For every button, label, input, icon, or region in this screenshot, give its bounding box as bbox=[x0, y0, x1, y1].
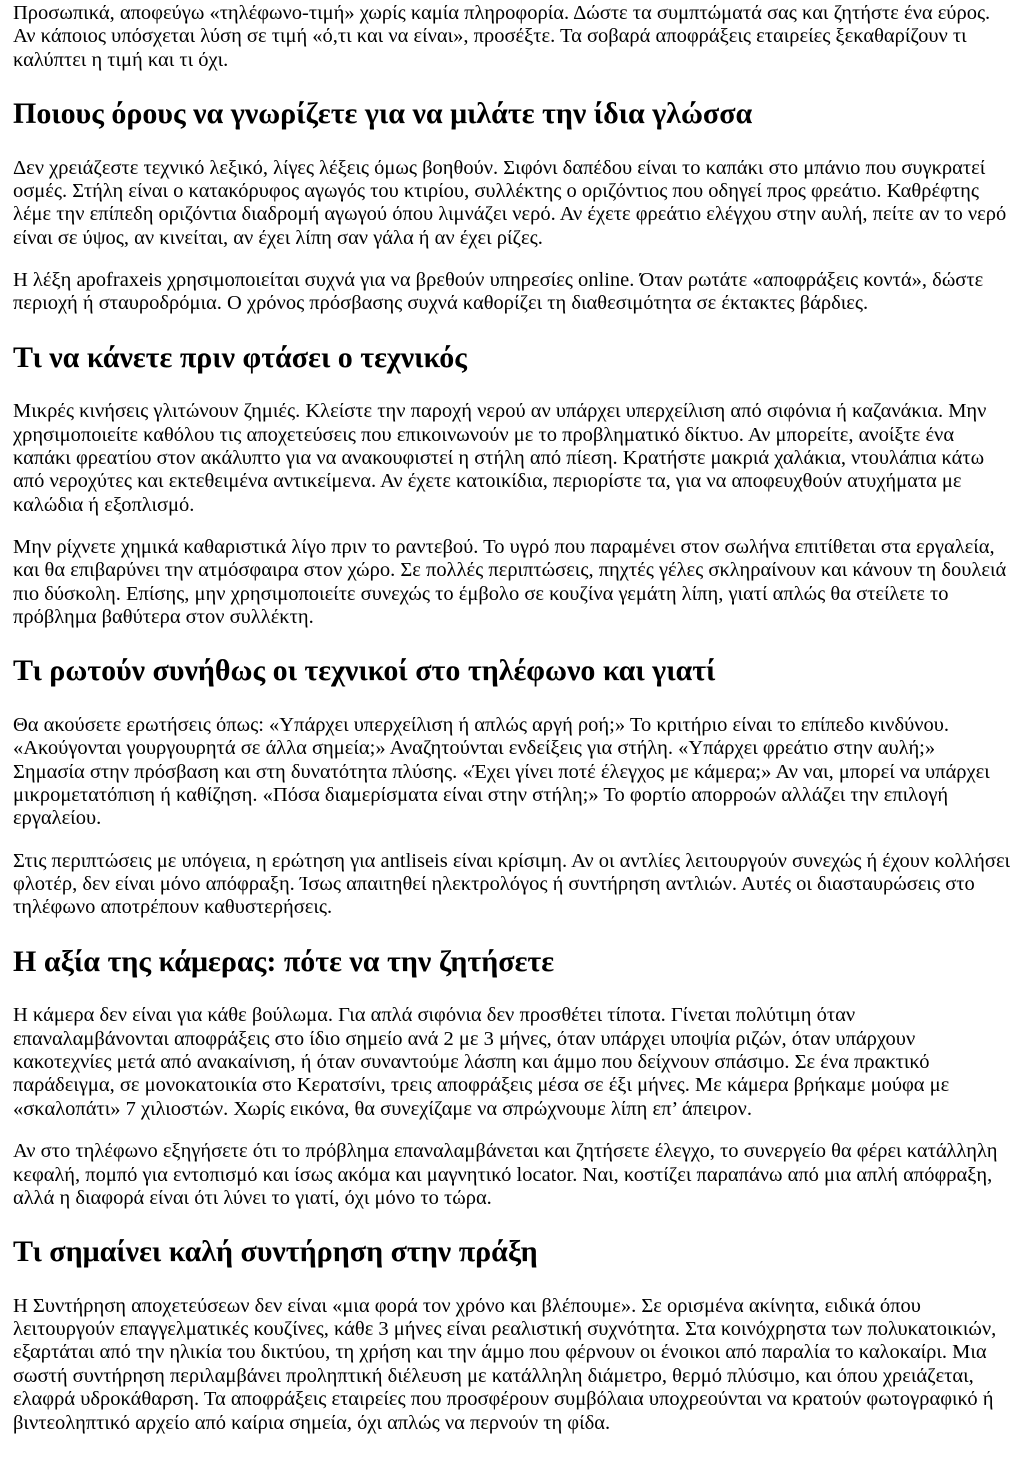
paragraph: Η κάμερα δεν είναι για κάθε βούλωμα. Για απλά σιφόνια δεν προσθέτει τίποτα. Γίνεται πολύτιμη όταν επαναλαμβάνονται αποφράξεις στο ίδιο σημείο ανά 2 με 3 μήνες, όταν υπάρχει υποψία ριζών, όταν υπάρχουν κακοτεχνίες μετά από ανακαίνιση, ή όταν συναντούμε λάσπη και άμμο που δείχνουν σπάσιμο. Σε ένα πρακτικό παράδειγμα, σε μονοκατοικία στο Κερατσίνι, τρεις αποφράξεις μέσα σε έξι μήνες. Με κάμερα βρήκαμε μούφα με «σκαλοπάτι» 7 χιλιοστών. Χωρίς εικόνα, θα συνεχίζαμε να σπρώχνουμε λίπη επ’ άπειρον. bbox=[13, 1004, 950, 1120]
intro-paragraph: Προσωπικά, αποφεύγω «τηλέφωνο-τιμή» χωρίς καμία πληροφορία. Δώστε τα συμπτώματά σας και ζητήστε ένα εύρος. Αν κάποιος υπόσχεται λύση σε τιμή «ό,τι και να είναι», προσέξτε. Τα σοβαρά αποφράξεις εταιρείες ξεκαθαρίζουν τι καλύπτει η τιμή και τι όχι. bbox=[13, 2, 991, 71]
paragraph: Η Συντήρηση αποχετεύσεων δεν είναι «μια φορά τον χρόνο και βλέπουμε». Σε ορισμένα ακίνητα, ειδικά όπου λειτουργούν επαγγελματικές κουζίνες, κάθε 3 μήνες είναι ρεαλιστική συχνότητα. Στα κοινόχρηστα των πολυκατοικιών, εξαρτάται από την ηλικία του δικτύου, τη χρήση και την άμμο που φέρνουν οι ένοικοι από παραλία το καλοκαίρι. Μια σωστή συντήρηση περιλαμβάνει προληπτική διέλευση με κατάλληλη διάμετρο, θερμό πλύσιμο, και όπου χρειάζεται, ελαφρά υδροκάθαρση. Τα αποφράξεις εταιρείες που προσφέρουν συμβόλαια υποχρεούνται να κρατούν φωτογραφικό ή βιντεοληπτικό αρχείο από καίρια σημεία, όχι απλώς να περνούν τη φίδα. bbox=[13, 1294, 997, 1434]
paragraph: Μην ρίχνετε χημικά καθαριστικά λίγο πριν το ραντεβού. Το υγρό που παραμένει στον σωλήνα επιτίθεται στα εργαλεία, και θα επιβαρύνει την ατμόσφαιρα στον χώρο. Σε πολλές περιπτώσεις, πηχτές γέλες σκληραίνουν και κάνουν τη δουλειά πιο δύσκολη. Επίσης, μην χρησιμοποιείτε συνεχώς το έμβολο σε κουζίνα γεμάτη λίπη, γιατί απλώς θα στείλετε το πρόβλημα βαθύτερα στον συλλέκτη. bbox=[13, 536, 1007, 629]
paragraph: Θα ακούσετε ερωτήσεις όπως: «Υπάρχει υπερχείλιση ή απλώς αργή ροή;» Το κριτήριο είναι το επίπεδο κινδύνου. «Ακούγονται γουργουρητά σε άλλα σημεία;» Αναζητούνται ενδείξεις για στήλη. «Υπάρχει φρεάτιο στην αυλή;» Σημασία στην πρόσβαση και στη δυνατότητα πλύσης. «Έχει γίνει ποτέ έλεγχος με κάμερα;» Αν ναι, μπορεί να υπάρχει μικρομετατόπιση ή καθίζηση. «Πόσα διαμερίσματα είναι στην στήλη;» Το φορτίο απορροών αλλάζει την επιλογή εργαλείου. bbox=[13, 713, 990, 830]
section-heading-good-maintenance: Τι σημαίνει καλή συντήρηση στην πράξη bbox=[13, 1235, 538, 1269]
section-heading-terminology: Ποιους όρους να γνωρίζετε για να μιλάτε την ίδια γλώσσα bbox=[13, 97, 753, 131]
paragraph: Δεν χρειάζεστε τεχνικό λεξικό, λίγες λέξεις όμως βοηθούν. Σιφόνι δαπέδου είναι το καπάκι στο μπάνιο που συγκρατεί οσμές. Στήλη είναι ο κατακόρυφος αγωγός του κτιρίου, συλλέκτης ο οριζόντιος που οδηγεί προς φρεάτιο. Καθρέφτης λέμε την επίπεδη οριζόντια διαδρομή αγωγού όπου λιμνάζει νερό. Αν έχετε φρεάτιο ελέγχου στην αυλή, πείτε αν το νερό είναι σε ύψος, αν κινείται, αν έχει λίπη σαν γάλα ή αν έχει ρίζες. bbox=[13, 156, 1007, 249]
section-heading-camera-value: Η αξία της κάμερας: πότε να την ζητήσετε bbox=[13, 944, 555, 978]
paragraph: Στις περιπτώσεις με υπόγεια, η ερώτηση για antliseis είναι κρίσιμη. Αν οι αντλίες λειτουργούν συνεχώς ή έχουν κολλήσει φλοτέρ, δεν είναι μόνο απόφραξη. Ίσως απαιτηθεί ηλεκτρολόγος ή συντήρηση αντλιών. Αυτές οι διασταυρώσεις στο τηλέφωνο αποτρέπουν καθυστερήσεις. bbox=[13, 849, 1011, 919]
paragraph: Μικρές κινήσεις γλιτώνουν ζημιές. Κλείστε την παροχή νερού αν υπάρχει υπερχείλιση από σιφόνια ή καζανάκια. Μην χρησιμοποιείτε καθόλου τις αποχετεύσεις που επικοινωνούν με το προβληματικό δίκτυο. Αν μπορείτε, ανοίξτε ένα καπάκι φρεατίου στον ακάλυπτο για να ανακουφιστεί η στήλη από πίεση. Κρατήστε μακριά χαλάκια, ντουλάπια κάτω από νεροχύτες και εκτεθειμένα αντικείμενα. Αν έχετε κατοικίδια, περιορίστε τα, για να αποφευχθούν ατυχήματα με καλώδια ή εξοπλισμό. bbox=[13, 400, 987, 516]
paragraph: Η λέξη apofraxeis χρησιμοποιείται συχνά για να βρεθούν υπηρεσίες online. Όταν ρωτάτε «αποφράξεις κοντά», δώστε περιοχή ή σταυροδρόμια. Ο χρόνος πρόσβασης συχνά καθορίζει τη διαθεσιμότητα σε έκτακτες βάρδιες. bbox=[13, 269, 984, 315]
paragraph: Αν στο τηλέφωνο εξηγήσετε ότι το πρόβλημα επαναλαμβάνεται και ζητήσετε έλεγχο, το συνεργείο θα φέρει κατάλληλη κεφαλή, πομπό για εντοπισμό και ίσως ακόμα και μαγνητικό locator. Ναι, κοστίζει παραπάνω από μια απλή απόφραξη, αλλά η διαφορά είναι ότι λύνει το γιατί, όχι μόνο το τώρα. bbox=[13, 1140, 998, 1209]
section-heading-before-technician: Τι να κάνετε πριν φτάσει ο τεχνικός bbox=[13, 340, 467, 374]
section-heading-phone-questions: Τι ρωτούν συνήθως οι τεχνικοί στο τηλέφωνο και γιατί bbox=[13, 654, 716, 688]
